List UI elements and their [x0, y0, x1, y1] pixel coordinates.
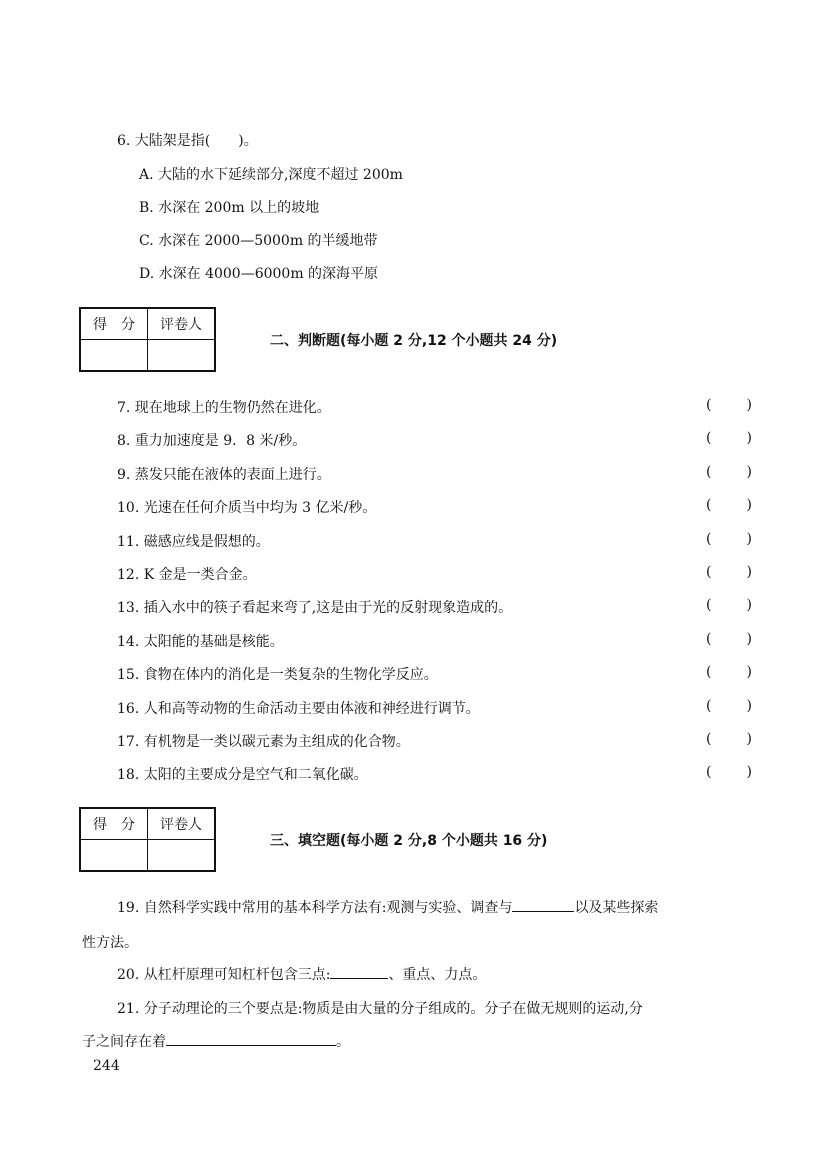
question-19-text-b: 以及某些探索	[574, 900, 659, 916]
paren-open: (	[706, 464, 712, 480]
paren-open: (	[706, 764, 712, 780]
paren-open: (	[706, 564, 712, 580]
page-number: 244	[93, 1058, 120, 1074]
paren-open: (	[706, 430, 712, 446]
question-19-line-2: 性方法。	[82, 935, 138, 951]
true-false-item: 9. 蒸发只能在液体的表面上进行。	[117, 467, 331, 483]
true-false-item: 14. 太阳能的基础是核能。	[117, 634, 284, 650]
answer-parentheses[interactable]	[706, 698, 752, 714]
score-cell[interactable]	[80, 339, 148, 371]
answer-parentheses[interactable]	[706, 430, 752, 446]
paren-close: )	[746, 698, 752, 714]
paren-open: (	[706, 597, 712, 613]
paren-close: )	[746, 531, 752, 547]
question-20	[117, 964, 486, 984]
true-false-item: 12. K 金是一类合金。	[117, 567, 257, 583]
paren-open: (	[706, 631, 712, 647]
true-false-item: 8. 重力加速度是 9．8 米/秒。	[117, 433, 307, 449]
section-3-title: 三、填空题(每小题 2 分,8 个小题共 16 分)	[270, 833, 548, 849]
true-false-item: 10. 光速在任何介质当中均为 3 亿米/秒。	[117, 500, 377, 516]
answer-parentheses[interactable]	[706, 464, 752, 480]
paren-close: )	[746, 664, 752, 680]
answer-parentheses[interactable]	[706, 497, 752, 513]
paren-close: )	[746, 464, 752, 480]
question-21-text-a: 子之间存在着	[82, 1034, 166, 1050]
question-21-text-b: 。	[336, 1034, 350, 1050]
question-19-blank[interactable]	[512, 897, 574, 912]
question-6-option-b: B. 水深在 200m 以上的坡地	[139, 200, 320, 216]
question-21-line-2	[82, 1031, 350, 1051]
paren-open: (	[706, 698, 712, 714]
paren-open: (	[706, 531, 712, 547]
true-false-item: 11. 磁感应线是假想的。	[117, 534, 270, 550]
grader-label: 评卷人	[148, 308, 216, 339]
answer-parentheses[interactable]	[706, 531, 752, 547]
question-21-line-1: 21. 分子动理论的三个要点是:物质是由大量的分子组成的。分子在做无规则的运动,分	[117, 1001, 643, 1017]
score-label: 得 分	[80, 808, 148, 839]
answer-parentheses[interactable]	[706, 731, 752, 747]
question-6-option-c: C. 水深在 2000—5000m 的半缓地带	[139, 233, 378, 249]
question-19-text-a: 19. 自然科学实践中常用的基本科学方法有:观测与实验、调查与	[117, 900, 513, 916]
true-false-item: 7. 现在地球上的生物仍然在进化。	[117, 400, 331, 416]
paren-open: (	[706, 397, 712, 413]
true-false-item: 16. 人和高等动物的生命活动主要由体液和神经进行调节。	[117, 701, 480, 717]
paren-close: )	[746, 731, 752, 747]
score-box-section-3	[79, 807, 216, 872]
paren-close: )	[746, 397, 752, 413]
score-box-section-2	[79, 307, 216, 372]
paren-open: (	[706, 497, 712, 513]
section-2-title: 二、判断题(每小题 2 分,12 个小题共 24 分)	[270, 333, 558, 349]
question-20-blank[interactable]	[330, 964, 388, 979]
paren-open: (	[706, 664, 712, 680]
answer-parentheses[interactable]	[706, 764, 752, 780]
score-label: 得 分	[80, 308, 148, 339]
score-cell[interactable]	[80, 839, 148, 871]
question-6-option-a: A. 大陆的水下延续部分,深度不超过 200m	[139, 167, 403, 183]
grader-cell[interactable]	[148, 839, 216, 871]
true-false-item: 17. 有机物是一类以碳元素为主组成的化合物。	[117, 734, 410, 750]
question-19-line-1	[117, 897, 658, 917]
paren-close: )	[746, 631, 752, 647]
question-20-text-a: 20. 从杠杆原理可知杠杆包含三点:	[117, 967, 331, 983]
paren-close: )	[746, 497, 752, 513]
question-6-stem: 6. 大陆架是指( )。	[117, 133, 258, 149]
answer-parentheses[interactable]	[706, 664, 752, 680]
answer-parentheses[interactable]	[706, 397, 752, 413]
true-false-item: 13. 插入水中的筷子看起来弯了,这是由于光的反射现象造成的。	[117, 600, 513, 616]
grader-label: 评卷人	[148, 808, 216, 839]
paren-close: )	[746, 564, 752, 580]
answer-parentheses[interactable]	[706, 631, 752, 647]
paren-close: )	[746, 430, 752, 446]
question-21-blank[interactable]	[166, 1031, 336, 1046]
question-6-option-d: D. 水深在 4000—6000m 的深海平原	[139, 266, 379, 282]
grader-cell[interactable]	[148, 339, 216, 371]
answer-parentheses[interactable]	[706, 564, 752, 580]
paren-close: )	[746, 764, 752, 780]
question-20-text-b: 、重点、力点。	[388, 967, 487, 983]
paren-close: )	[746, 597, 752, 613]
true-false-item: 15. 食物在体内的消化是一类复杂的生物化学反应。	[117, 667, 438, 683]
answer-parentheses[interactable]	[706, 597, 752, 613]
true-false-item: 18. 太阳的主要成分是空气和二氧化碳。	[117, 767, 368, 783]
paren-open: (	[706, 731, 712, 747]
